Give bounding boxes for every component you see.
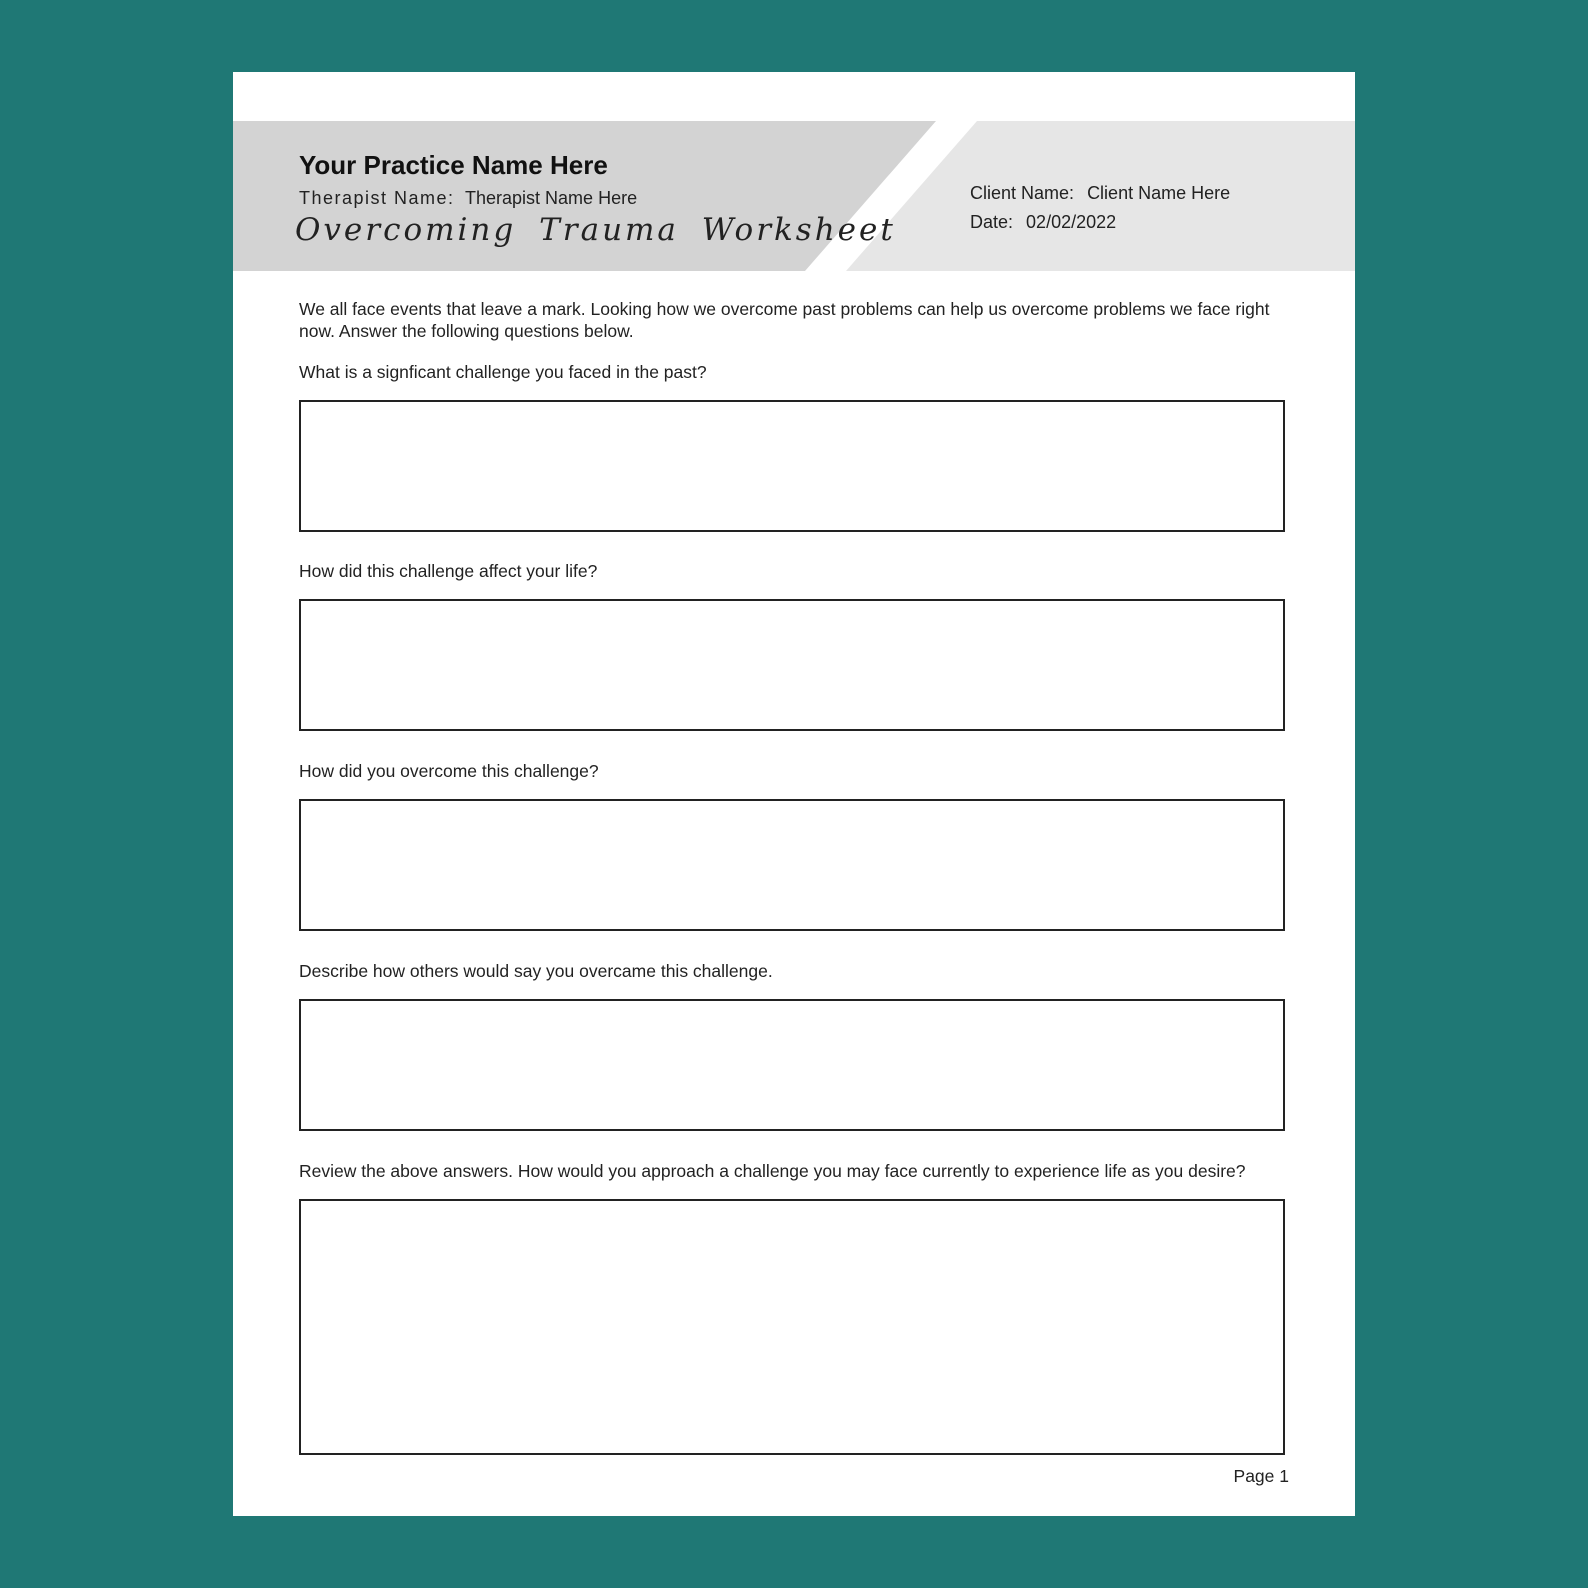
intro-text: We all face events that leave a mark. Looking how we overcome past problems can help us overcome problems we face right now. Answer the following questions below. bbox=[299, 299, 1270, 341]
client-row bbox=[970, 183, 1230, 204]
date-field[interactable]: 02/02/2022 bbox=[1026, 212, 1117, 232]
worksheet-title: Overcoming Trauma Worksheet bbox=[295, 212, 896, 248]
therapist-row bbox=[299, 188, 637, 209]
therapist-name-field[interactable]: Therapist Name Here bbox=[465, 188, 638, 208]
answer-box-2[interactable] bbox=[299, 599, 1285, 731]
client-label: Client Name: bbox=[970, 183, 1075, 203]
worksheet-page bbox=[233, 72, 1355, 1516]
client-name-field[interactable]: Client Name Here bbox=[1087, 183, 1231, 203]
answer-box-3[interactable] bbox=[299, 799, 1285, 931]
answer-box-4[interactable] bbox=[299, 999, 1285, 1131]
date-label: Date: bbox=[970, 212, 1014, 232]
question-4-label: Describe how others would say you overcame this challenge. bbox=[299, 961, 773, 981]
question-2-label: How did this challenge affect your life? bbox=[299, 561, 598, 581]
practice-name: Your Practice Name Here bbox=[299, 150, 608, 180]
answer-box-1[interactable] bbox=[299, 400, 1285, 532]
therapist-label: Therapist Name: bbox=[299, 188, 455, 208]
date-row bbox=[970, 212, 1116, 233]
question-1-label: What is a signficant challenge you faced in the past? bbox=[299, 362, 707, 382]
question-3-label: How did you overcome this challenge? bbox=[299, 761, 599, 781]
page-number: Page 1 bbox=[1233, 1466, 1289, 1486]
question-5-label: Review the above answers. How would you approach a challenge you may face currently to experience life as you desire? bbox=[299, 1161, 1246, 1181]
answer-box-5[interactable] bbox=[299, 1199, 1285, 1455]
